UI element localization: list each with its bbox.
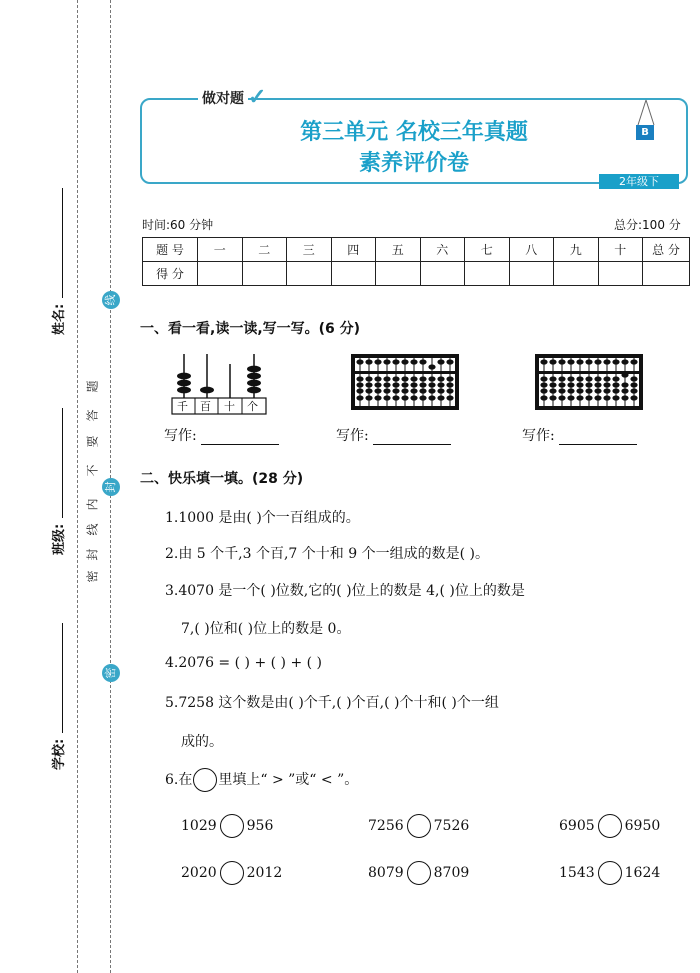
seal-circle-line: 线 — [102, 291, 120, 309]
score-header-cell: 一 — [198, 238, 243, 262]
score-cell[interactable] — [598, 262, 643, 286]
write-answer-2[interactable] — [336, 425, 451, 445]
compare-circle-icon — [193, 768, 217, 792]
score-input-row — [143, 262, 690, 286]
score-header-row — [143, 238, 690, 262]
score-header-cell: 三 — [287, 238, 332, 262]
exam-total: 总分:100 分 — [614, 218, 681, 232]
bead-abacus-figure-2 — [534, 353, 644, 411]
score-row-label: 得 分 — [143, 262, 198, 286]
score-cell[interactable] — [509, 262, 554, 286]
comparison-left: 7256 — [368, 818, 404, 834]
banner-title-2: 素养评价卷 — [358, 151, 469, 176]
score-cell[interactable] — [331, 262, 376, 286]
comparison-left: 1543 — [559, 865, 595, 881]
binding-line-left — [77, 0, 78, 973]
question-1: 1.1000 是由( )个一百组成的。 — [165, 510, 360, 526]
comparison-left: 2020 — [181, 865, 217, 881]
comparison-item — [368, 861, 469, 885]
score-header-cell: 二 — [242, 238, 287, 262]
question-3-line-2: 7,( )位和( )位上的数是 0。 — [181, 621, 351, 637]
question-4: 4.2076 = ( ) + ( ) + ( ) — [165, 655, 323, 671]
answer-circle[interactable] — [220, 814, 244, 838]
question-6 — [165, 768, 358, 792]
score-header-cell: 七 — [465, 238, 510, 262]
score-cell[interactable] — [554, 262, 599, 286]
question-5-line-1: 5.7258 这个数是由( )个千,( )个百,( )个十和( )个一组 — [165, 695, 499, 711]
comparison-right: 7526 — [433, 818, 470, 834]
answer-line[interactable] — [559, 444, 637, 445]
seal-char: 线 — [85, 523, 100, 536]
write-label: 写作: — [164, 428, 197, 444]
score-cell[interactable] — [287, 262, 332, 286]
section-2-title: 二、快乐填一填。(28 分) — [140, 471, 304, 487]
comparison-item — [181, 861, 282, 885]
score-header-cell: 十 — [598, 238, 643, 262]
answer-line[interactable] — [373, 444, 451, 445]
answer-circle[interactable] — [407, 814, 431, 838]
answer-line[interactable] — [201, 444, 279, 445]
comparison-left: 8079 — [368, 865, 404, 881]
school-label: 学校: — [52, 738, 67, 770]
seal-char: 封 — [85, 548, 100, 561]
abacus-label-thousands: 千 — [177, 400, 188, 413]
seal-char: 不 — [85, 464, 100, 477]
seal-circle-secret: 密 — [102, 664, 120, 682]
abacus-label-ones: 个 — [247, 400, 258, 413]
question-5-line-2: 成的。 — [181, 734, 223, 750]
question-2: 2.由 5 个千,3 个百,7 个十和 9 个一组成的数是( )。 — [165, 546, 489, 562]
answer-circle[interactable] — [598, 814, 622, 838]
seal-char: 题 — [85, 380, 100, 393]
comparison-left: 6905 — [559, 818, 595, 834]
question-6-suffix: 里填上“ > ”或“ < ”。 — [218, 772, 359, 788]
title-banner — [140, 84, 688, 188]
score-header-cell: 五 — [376, 238, 421, 262]
score-header-cell: 总 分 — [643, 238, 690, 262]
banner-tag: 做对题 — [198, 88, 248, 108]
answer-circle[interactable] — [407, 861, 431, 885]
exam-time: 时间:60 分钟 — [142, 218, 214, 232]
name-field[interactable] — [48, 188, 67, 335]
seal-char: 密 — [85, 570, 100, 583]
section-1-title: 一、看一看,读一读,写一写。(6 分) — [140, 321, 361, 337]
score-cell[interactable] — [643, 262, 690, 286]
score-cell[interactable] — [198, 262, 243, 286]
write-label: 写作: — [522, 428, 555, 444]
score-cell[interactable] — [242, 262, 287, 286]
abacus-label-hundreds: 百 — [200, 400, 211, 413]
comparison-item — [368, 814, 469, 838]
score-header-cell: 四 — [331, 238, 376, 262]
name-label: 姓名: — [52, 303, 67, 335]
score-cell[interactable] — [420, 262, 465, 286]
comparison-left: 1029 — [181, 818, 217, 834]
comparison-right: 8709 — [433, 865, 470, 881]
score-cell[interactable] — [376, 262, 421, 286]
comparison-right: 1624 — [624, 865, 661, 881]
score-table — [142, 237, 690, 286]
comparison-item — [559, 814, 660, 838]
seal-char: 答 — [85, 409, 100, 422]
seal-char: 内 — [85, 498, 100, 511]
check-icon: ✓ — [248, 84, 267, 110]
write-answer-1[interactable] — [164, 425, 279, 445]
question-3-line-1: 3.4070 是一个( )位数,它的( )位上的数是 4,( )位上的数是 — [165, 583, 525, 599]
badge-hanger-icon — [634, 98, 658, 128]
banner-title-1: 第三单元 名校三年真题 — [300, 120, 528, 145]
question-6-prefix: 6.在 — [165, 772, 193, 788]
score-cell[interactable] — [465, 262, 510, 286]
answer-circle[interactable] — [598, 861, 622, 885]
score-header-cell: 八 — [509, 238, 554, 262]
comparison-item — [559, 861, 660, 885]
score-header-cell: 六 — [420, 238, 465, 262]
score-header-cell: 题 号 — [143, 238, 198, 262]
comparison-right: 2012 — [246, 865, 283, 881]
write-answer-3[interactable] — [522, 425, 637, 445]
class-label: 班级: — [52, 523, 67, 555]
seal-char: 要 — [85, 435, 100, 448]
answer-circle[interactable] — [220, 861, 244, 885]
abacus-label-tens: 十 — [224, 400, 235, 413]
version-badge: B — [636, 125, 654, 140]
seal-circle-seal: 封 — [102, 478, 120, 496]
comparison-right: 956 — [246, 818, 274, 834]
comparison-right: 6950 — [624, 818, 661, 834]
class-field[interactable] — [48, 408, 67, 555]
score-header-cell: 九 — [554, 238, 599, 262]
school-field[interactable] — [48, 623, 67, 770]
grade-badge: 2年级下 — [599, 174, 679, 189]
write-label: 写作: — [336, 428, 369, 444]
comparison-item — [181, 814, 273, 838]
bead-abacus-figure-1 — [350, 353, 460, 411]
